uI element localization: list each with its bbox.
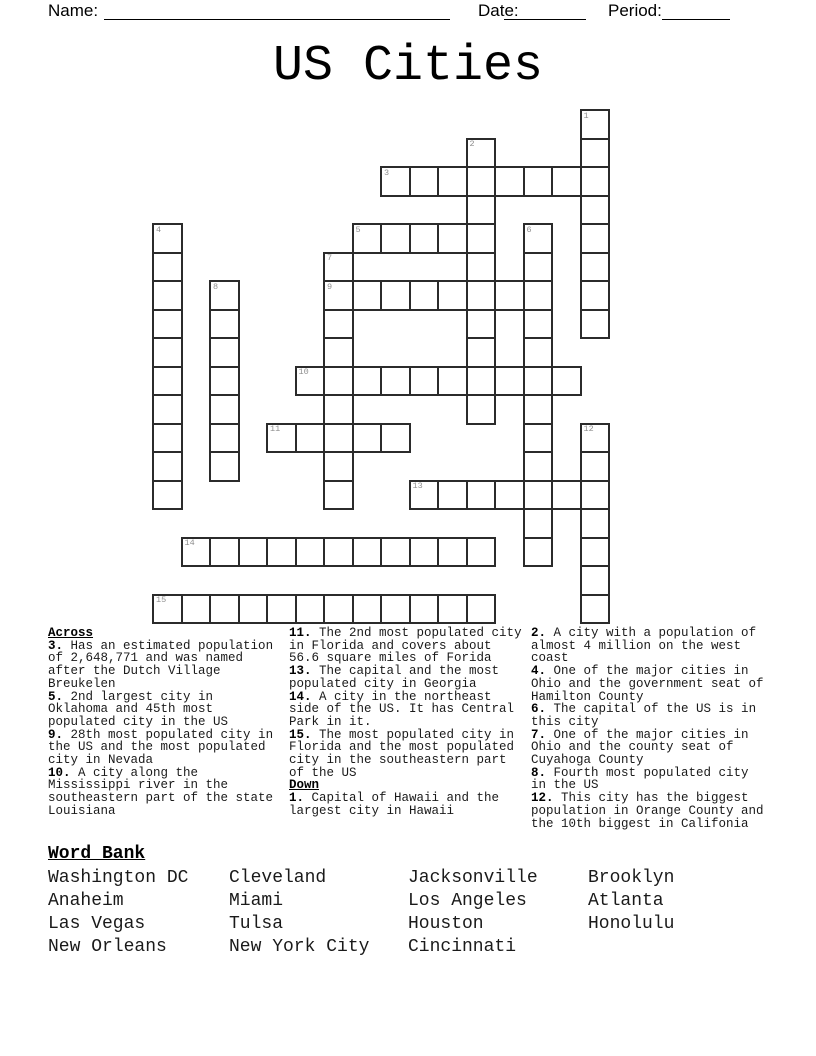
crossword-cell: [466, 537, 497, 568]
crossword-cell: [209, 280, 240, 311]
clue-number: 7.: [531, 727, 547, 742]
crossword-cell: [152, 280, 183, 311]
crossword-cell: [352, 537, 383, 568]
clue-item: [531, 703, 768, 728]
clue-item: [531, 767, 768, 792]
crossword-cell: [352, 423, 383, 454]
clue-text: A city with a population of almost 4 million on the west coast: [531, 626, 757, 666]
crossword-cell: [352, 594, 383, 625]
clue-number: 11.: [289, 626, 312, 640]
clues-column-2: [289, 627, 526, 818]
crossword-cell: [323, 537, 354, 568]
crossword-cell: [523, 537, 554, 568]
clue-number: 4.: [531, 664, 547, 679]
crossword-cell: [466, 337, 497, 368]
clue-text: 2nd largest city in Oklahoma and 45th most populated city in the US: [48, 689, 229, 729]
crossword-cell: [295, 594, 326, 625]
crossword-cell: [580, 223, 611, 254]
word-bank-item: Miami: [229, 891, 284, 911]
down-heading: Down: [289, 778, 320, 793]
clue-text: One of the major cities in Ohio and the county seat of Cuyahoga County: [531, 727, 749, 768]
crossword-cell: [409, 537, 440, 568]
clue-item: [48, 729, 276, 767]
name-label: Name:: [48, 1, 99, 20]
clue-number: 8.: [531, 765, 547, 780]
word-bank-item: New Orleans: [48, 937, 167, 957]
clue-item: [289, 627, 526, 665]
word-bank-heading: Word Bank: [48, 844, 146, 864]
crossword-cell: [209, 366, 240, 397]
clue-number: 9.: [48, 727, 64, 742]
cell-number: 8: [213, 281, 219, 292]
crossword-cell: [152, 423, 183, 454]
crossword-cell: [323, 337, 354, 368]
word-bank-item: Cleveland: [229, 868, 327, 888]
clue-text: Capital of Hawaii and the largest city in Hawaii: [289, 791, 500, 818]
crossword-cell: [380, 166, 411, 197]
clue-text: The capital of the US is in this city: [531, 702, 757, 729]
word-bank: [48, 867, 788, 959]
crossword-cell: [181, 594, 212, 625]
clue-number: 1.: [289, 791, 305, 806]
cell-number: 6: [526, 224, 532, 235]
clue-text: Has an estimated population of 2,648,771 and was named after the Dutch Village Breukelen: [48, 638, 274, 691]
crossword-cell: [209, 594, 240, 625]
clue-item: [289, 691, 526, 729]
clue-item: [48, 767, 276, 818]
clue-number: 6.: [531, 702, 547, 717]
page-title: US Cities: [272, 38, 544, 95]
crossword-cell: [152, 451, 183, 482]
crossword-cell: [380, 537, 411, 568]
crossword-cell: [323, 366, 354, 397]
crossword-cell: [466, 223, 497, 254]
crossword-cell: [380, 594, 411, 625]
crossword-cell: [580, 508, 611, 539]
clue-item: [531, 792, 768, 830]
crossword-cell: [551, 480, 582, 511]
crossword-cell: [152, 366, 183, 397]
crossword-cell: [409, 480, 440, 511]
crossword-cell: [580, 565, 611, 596]
clue-number: 5.: [48, 689, 64, 704]
crossword-cell: [580, 280, 611, 311]
crossword-cell: [323, 480, 354, 511]
clue-text: A city along the Mississippi river in the southeastern part of the state Louisiana: [48, 765, 274, 818]
word-bank-item: Brooklyn: [588, 868, 675, 888]
word-bank-item: Tulsa: [229, 914, 284, 934]
crossword-cell: [466, 366, 497, 397]
clue-text: This city has the biggest population in Orange County and the 10th biggest in Califonia: [531, 791, 764, 831]
crossword-cell: [152, 480, 183, 511]
crossword-cell: [580, 109, 611, 140]
clue-item: [289, 729, 526, 780]
crossword-cell: [523, 166, 554, 197]
crossword-cell: [580, 309, 611, 340]
crossword-cell: [580, 480, 611, 511]
crossword-cell: [580, 166, 611, 197]
crossword-cell: [494, 280, 525, 311]
crossword-cell: [295, 423, 326, 454]
crossword-cell: [523, 337, 554, 368]
crossword-cell: [380, 280, 411, 311]
crossword-cell: [494, 366, 525, 397]
clue-number: 14.: [289, 689, 312, 704]
cell-number: 2: [469, 139, 475, 149]
cell-number: 9: [327, 281, 333, 292]
cell-number: 10: [298, 367, 309, 377]
crossword-cell: [466, 252, 497, 283]
crossword-cell: [523, 451, 554, 482]
crossword-cell: [580, 195, 611, 226]
across-heading: Across: [48, 626, 94, 640]
clue-number: 12.: [531, 791, 554, 806]
clue-text: 28th most populated city in the US and the most populated city in Nevada: [48, 727, 274, 768]
crossword-cell: [152, 309, 183, 340]
word-bank-item: Houston: [408, 914, 484, 934]
crossword-cell: [437, 537, 468, 568]
cell-number: 11: [270, 424, 281, 434]
clue-text: One of the major cities in Ohio and the government seat of Hamilton County: [531, 664, 764, 704]
clue-number: 3.: [48, 638, 64, 653]
word-bank-item: Cincinnati: [408, 937, 517, 957]
crossword-cell: [523, 508, 554, 539]
crossword-cell: [523, 394, 554, 425]
crossword-cell: [466, 309, 497, 340]
word-bank-item: Atlanta: [588, 891, 664, 911]
crossword-cell: [551, 366, 582, 397]
clue-item: [531, 665, 768, 703]
word-bank-item: Los Angeles: [408, 891, 527, 911]
cell-number: 13: [412, 481, 423, 491]
clues-column-3: [531, 627, 768, 830]
crossword-cell: [352, 366, 383, 397]
clue-item: [531, 627, 768, 665]
crossword-cell: [209, 423, 240, 454]
crossword-cell: [437, 166, 468, 197]
clues-column-1: [48, 627, 276, 818]
crossword-cell: [152, 394, 183, 425]
clue-item: [48, 691, 276, 729]
crossword-cell: [323, 394, 354, 425]
crossword-cell: [466, 195, 497, 226]
crossword-cell: [352, 280, 383, 311]
clue-number: 13.: [289, 664, 312, 679]
crossword-cell: [238, 537, 269, 568]
crossword-cell: [323, 252, 354, 283]
crossword-cell: [152, 594, 183, 625]
crossword-cell: [437, 366, 468, 397]
word-bank-item: Washington DC: [48, 868, 189, 888]
cell-number: 4: [156, 224, 162, 235]
crossword-cell: [409, 280, 440, 311]
crossword-cell: [266, 423, 297, 454]
crossword-cell: [437, 594, 468, 625]
clue-number: 15.: [289, 727, 312, 742]
crossword-cell: [580, 537, 611, 568]
name-blank-line: [104, 2, 450, 20]
clue-text: Fourth most populated city in the US: [531, 765, 749, 793]
crossword-cell: [409, 366, 440, 397]
clue-text: A city in the northeast side of the US. It has Central Park in it.: [289, 689, 515, 729]
crossword-cell: [181, 537, 212, 568]
crossword-cell: [580, 138, 611, 169]
crossword-cell: [409, 223, 440, 254]
period-label: Period:: [608, 1, 662, 20]
word-bank-item: Las Vegas: [48, 914, 146, 934]
clue-number: 10.: [48, 765, 71, 780]
clue-item: [531, 729, 768, 767]
crossword-cell: [238, 594, 269, 625]
crossword-cell: [466, 280, 497, 311]
cell-number: 15: [156, 595, 167, 605]
crossword-cell: [580, 594, 611, 625]
crossword-cell: [580, 252, 611, 283]
cell-number: 3: [384, 167, 390, 178]
crossword-cell: [523, 423, 554, 454]
crossword-cell: [152, 337, 183, 368]
word-bank-item: Jacksonville: [408, 868, 538, 888]
crossword-cell: [152, 223, 183, 254]
crossword-cell: [551, 166, 582, 197]
word-bank-item: Anaheim: [48, 891, 124, 911]
crossword-cell: [209, 451, 240, 482]
crossword-cell: [323, 594, 354, 625]
crossword-cell: [266, 594, 297, 625]
cell-number: 5: [355, 224, 361, 235]
undivided-word-box: [352, 252, 468, 283]
crossword-cell: [523, 223, 554, 254]
crossword-cell: [209, 394, 240, 425]
crossword-cell: [380, 423, 411, 454]
cell-number: 12: [583, 424, 594, 434]
word-bank-item: Honolulu: [588, 914, 675, 934]
crossword-cell: [523, 366, 554, 397]
crossword-cell: [466, 138, 497, 169]
period-blank-line: [662, 2, 730, 20]
crossword-cell: [580, 451, 611, 482]
crossword-cell: [523, 252, 554, 283]
crossword-cell: [523, 309, 554, 340]
clue-number: 2.: [531, 626, 547, 640]
crossword-cell: [466, 166, 497, 197]
word-bank-item: New York City: [229, 937, 370, 957]
crossword-cell: [323, 280, 354, 311]
crossword-cell: [437, 480, 468, 511]
date-blank-line: [504, 2, 586, 20]
crossword-cell: [209, 309, 240, 340]
date-label: Date:: [478, 1, 519, 20]
crossword-cell: [323, 423, 354, 454]
cell-number: 1: [583, 110, 589, 121]
crossword-cell: [409, 594, 440, 625]
crossword-cell: [409, 166, 440, 197]
crossword-cell: [323, 451, 354, 482]
crossword-cell: [323, 309, 354, 340]
clue-item: [48, 640, 276, 691]
crossword-cell: [209, 337, 240, 368]
crossword-cell: [152, 252, 183, 283]
cell-number: 7: [327, 253, 333, 263]
clue-item: [289, 665, 526, 690]
cell-number: 14: [184, 538, 195, 548]
clue-text: The most populated city in Florida and the most populated city in the southeastern part of the US: [289, 727, 515, 780]
crossword-cell: [380, 366, 411, 397]
crossword-cell: [523, 480, 554, 511]
crossword-cell: [523, 280, 554, 311]
clue-text: The 2nd most populated city in Florida and covers about 56.6 square miles of Forida: [289, 626, 522, 666]
crossword-cell: [295, 537, 326, 568]
crossword-cell: [466, 480, 497, 511]
crossword-cell: [295, 366, 326, 397]
crossword-cell: [437, 223, 468, 254]
crossword-cell: [494, 166, 525, 197]
crossword-cell: [209, 537, 240, 568]
crossword-cell: [466, 594, 497, 625]
crossword-cell: [494, 480, 525, 511]
crossword-cell: [437, 280, 468, 311]
crossword-cell: [466, 394, 497, 425]
clue-text: The capital and the most populated city in Georgia: [289, 664, 500, 691]
crossword-cell: [266, 537, 297, 568]
crossword-cell: [380, 223, 411, 254]
crossword-cell: [580, 423, 611, 454]
clue-item: [289, 792, 526, 817]
crossword-cell: [352, 223, 383, 254]
